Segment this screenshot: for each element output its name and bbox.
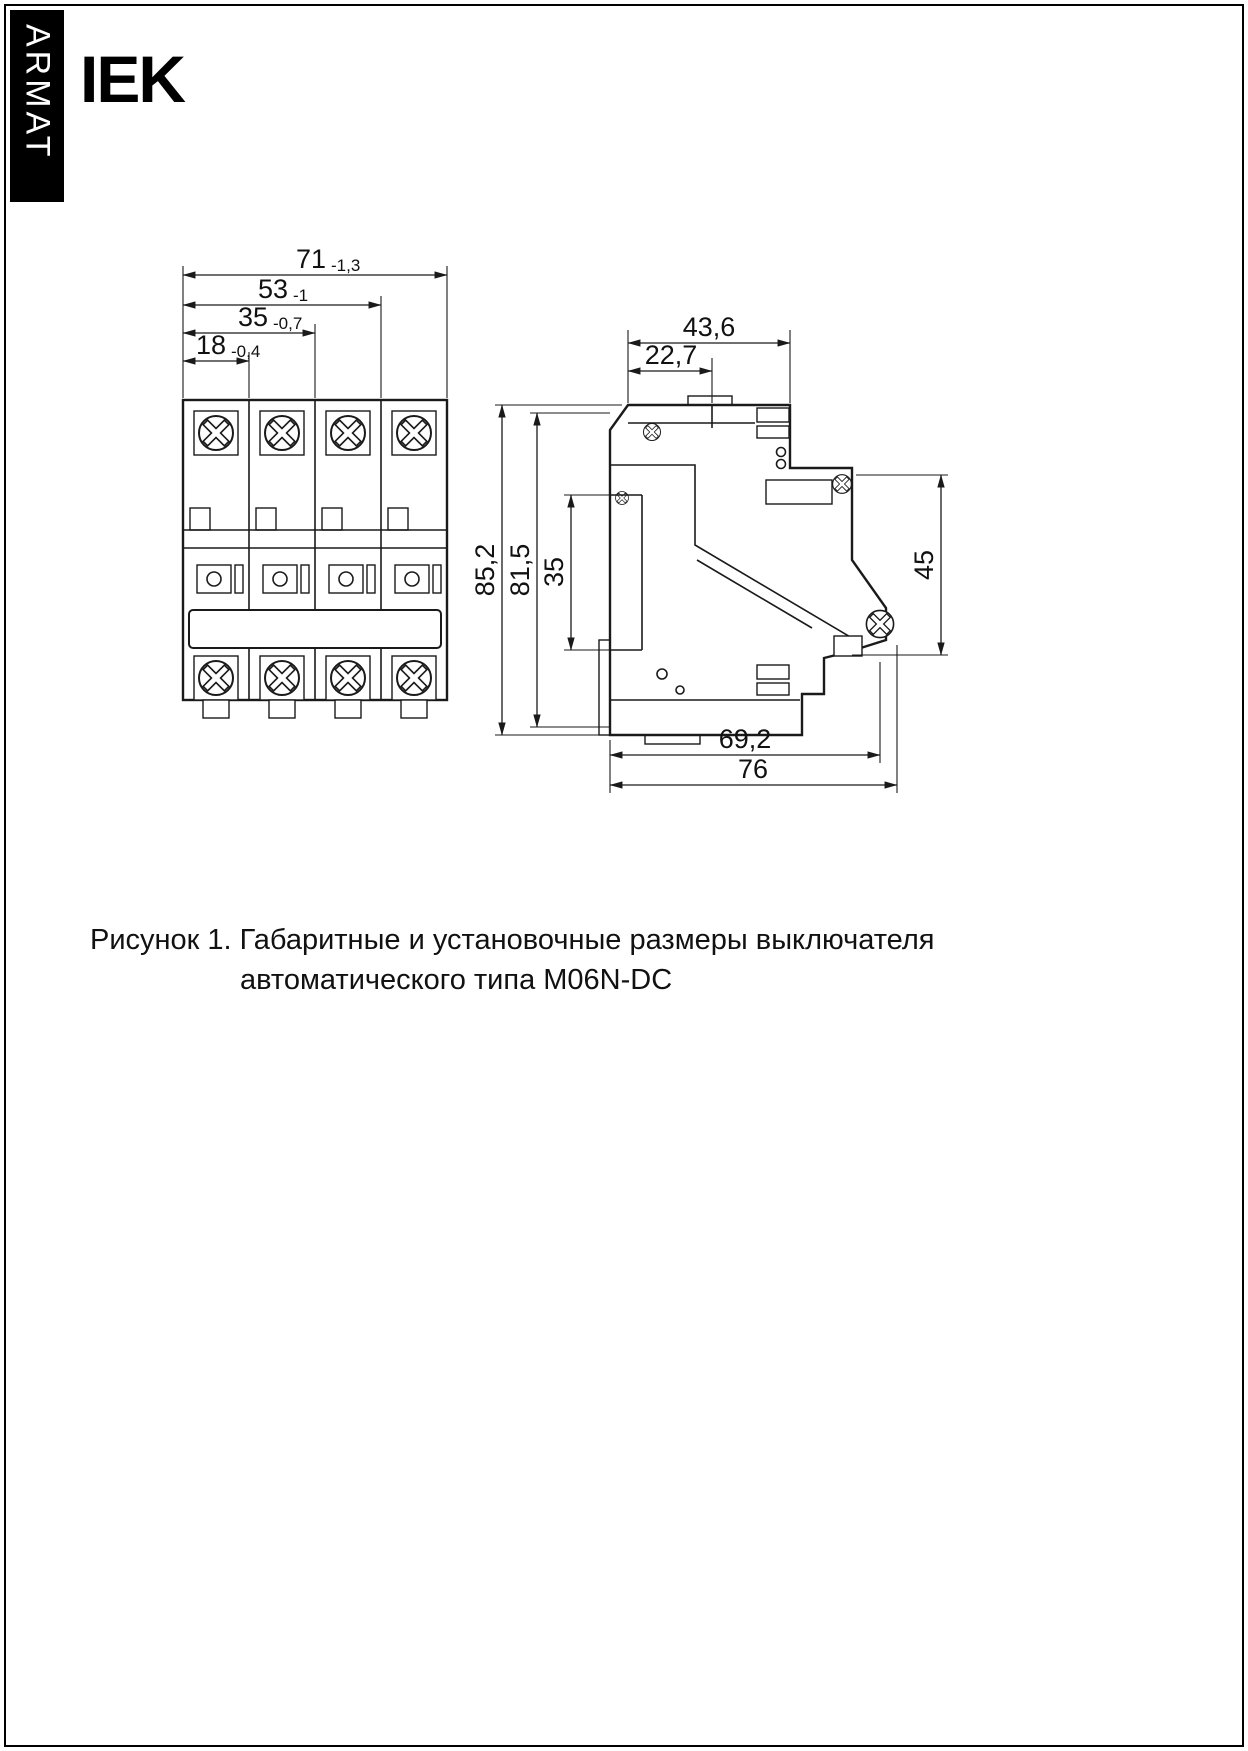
dim-label: 53 bbox=[257, 274, 288, 304]
dim-53 bbox=[183, 274, 381, 305]
dim-tolerance: -0,7 bbox=[273, 314, 303, 333]
dim-76 bbox=[610, 754, 897, 785]
side-profile-outline bbox=[610, 405, 886, 735]
brand-vertical-text: ARMAT bbox=[18, 24, 57, 161]
dim-label: 45 bbox=[909, 549, 939, 581]
dim-label: 35 bbox=[237, 302, 268, 332]
dim-tolerance: -1 bbox=[293, 286, 309, 305]
side-view-drawing bbox=[599, 396, 897, 744]
front-view-dimensions bbox=[183, 244, 447, 398]
dim-18 bbox=[183, 330, 260, 361]
caption-line2: автоматического типа M06N-DC bbox=[240, 964, 673, 997]
dim-tolerance: -0,4 bbox=[231, 342, 261, 361]
dim-label: 35 bbox=[539, 556, 569, 588]
dim-label: 76 bbox=[737, 754, 769, 784]
front-view-drawing bbox=[183, 400, 447, 718]
dim-22-7 bbox=[628, 340, 712, 371]
dim-label: 71 bbox=[295, 244, 326, 274]
dim-71 bbox=[183, 244, 447, 275]
dim-tolerance: -1,3 bbox=[331, 256, 361, 275]
dim-35-rail bbox=[539, 495, 610, 650]
figure-caption bbox=[90, 920, 934, 1000]
dim-label: 81,5 bbox=[505, 543, 535, 597]
handle-tie-bar bbox=[189, 610, 441, 648]
dim-label: 22,7 bbox=[644, 340, 698, 370]
dim-43-6 bbox=[628, 312, 790, 343]
caption-line1: Рисунок 1. Габаритные и установочные размеры выключателя bbox=[90, 924, 935, 956]
dim-label: 85,2 bbox=[470, 543, 500, 597]
dim-35-width bbox=[183, 302, 315, 333]
dim-label: 18 bbox=[195, 330, 226, 360]
iek-logo: IEK bbox=[80, 42, 185, 116]
dim-label: 69,2 bbox=[718, 724, 772, 754]
dim-label: 43,6 bbox=[682, 312, 736, 342]
